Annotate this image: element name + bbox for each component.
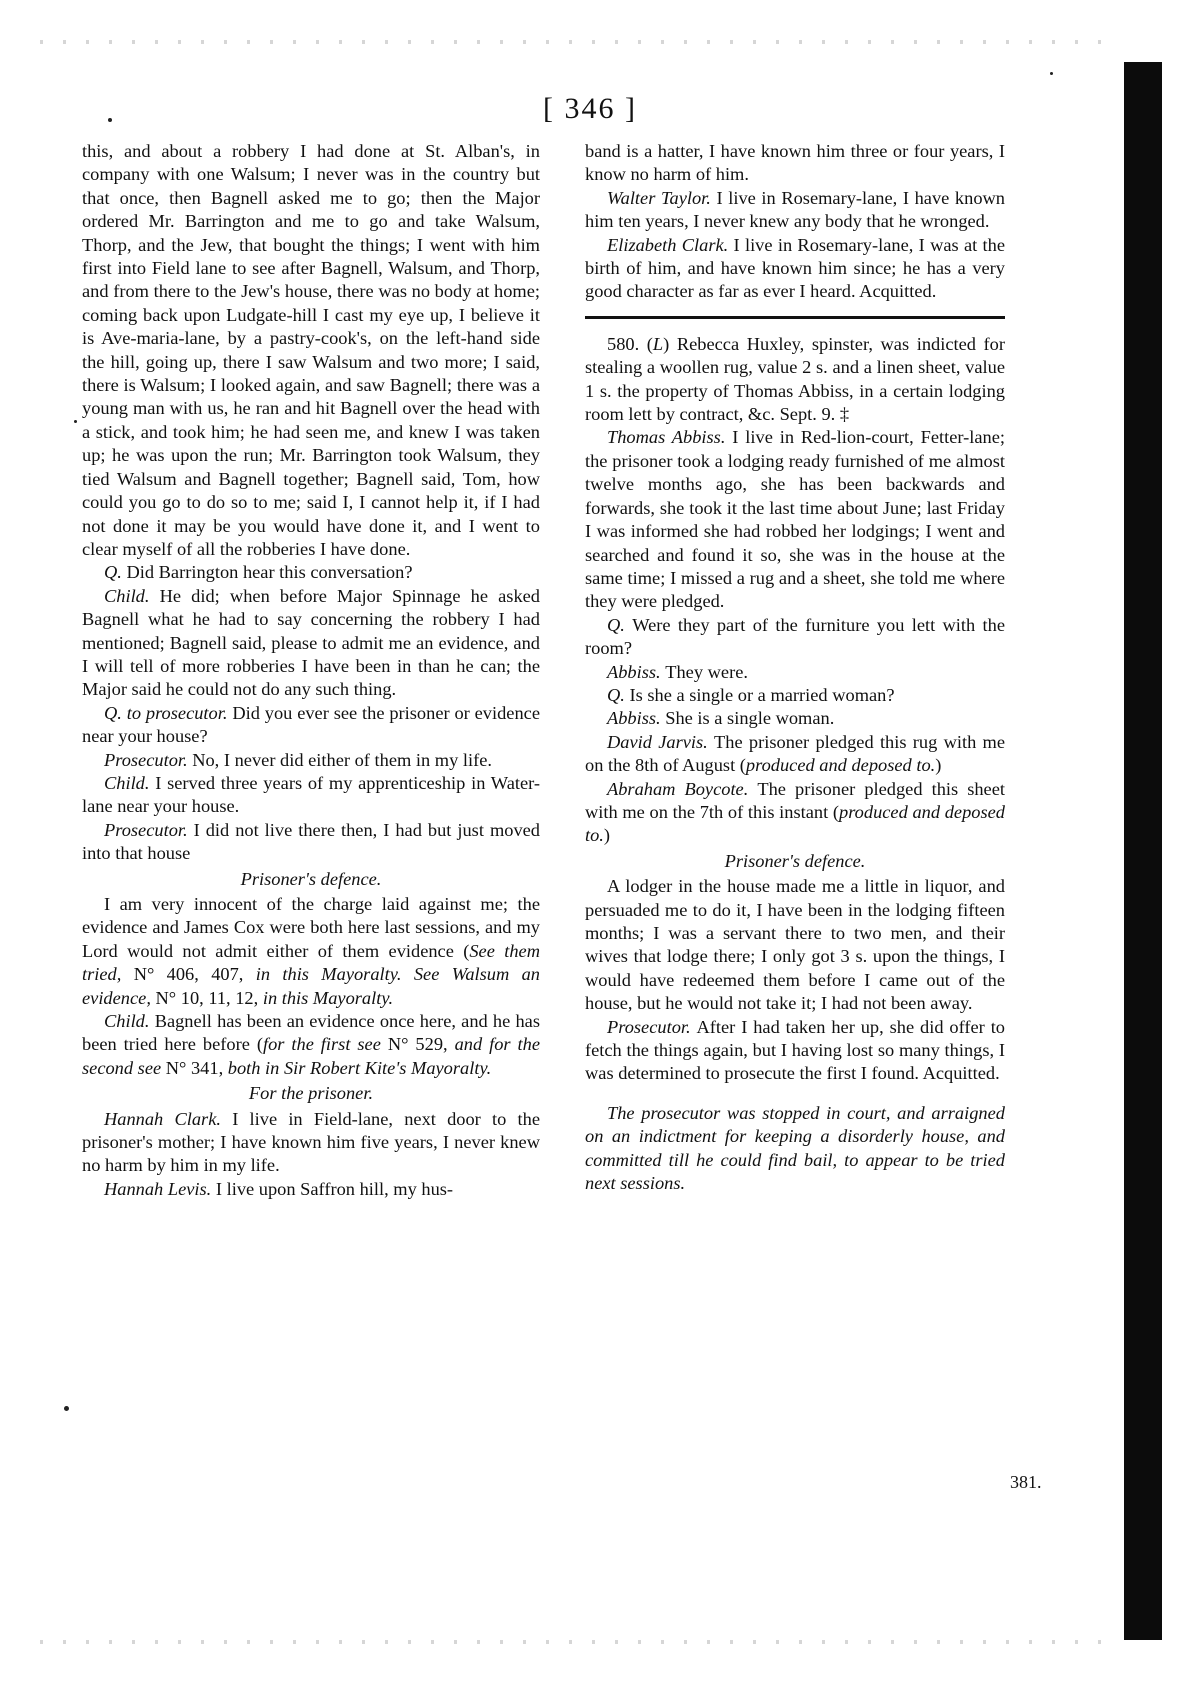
text-paragraph — [82, 140, 540, 561]
scan-speck — [108, 118, 112, 122]
right-column — [585, 140, 1005, 1195]
text-paragraph — [585, 684, 1005, 707]
left-column — [82, 140, 540, 1201]
body-text: Did you ever see the prisoner or evidence near your house? — [82, 702, 540, 747]
body-text: N° 529, — [387, 1034, 455, 1055]
right-column-top — [585, 140, 1005, 304]
italic-text: Hannah Levis. — [104, 1178, 216, 1199]
body-text: N° 10, 11, 12, — [155, 987, 263, 1008]
section-heading: For the prisoner. — [248, 1083, 374, 1104]
italic-text: Walter Taylor. — [607, 187, 717, 208]
text-paragraph — [585, 234, 1005, 304]
body-text: I am very innocent of the charge laid against me; the evidence and James Cox were both here last sessions, and my Lord would not admit either of them evidence ( — [82, 894, 540, 961]
body-text: I live in Rosemary-lane, I was at the birth of him, and have known him since; he has a very good character as far as ever I heard. Acquitted. — [585, 234, 1005, 302]
text-paragraph — [585, 1016, 1005, 1086]
text-paragraph — [82, 585, 540, 702]
text-paragraph — [585, 661, 1005, 684]
italic-text: Prosecutor. — [104, 819, 194, 840]
body-text: ) — [603, 825, 611, 846]
text-paragraph — [585, 426, 1005, 613]
signature-mark: 381. — [1010, 1472, 1042, 1492]
italic-text: Q. to prosecutor. — [104, 702, 233, 723]
text-paragraph — [82, 772, 540, 819]
body-text: N° 406, 407, — [133, 964, 256, 985]
text-paragraph — [82, 1178, 540, 1201]
body-text: Is she a single or a married woman? — [629, 684, 895, 705]
scan-speck — [74, 420, 77, 423]
italic-text: Thomas Abbiss. — [607, 427, 733, 448]
section-heading: Prisoner's defence. — [724, 850, 866, 871]
italic-text: Child. — [104, 772, 156, 793]
scan-speck — [1050, 72, 1053, 75]
text-paragraph — [585, 140, 1005, 187]
body-text: She is a single woman. — [665, 708, 835, 729]
body-text: ) Rebecca Huxley, spinster, was indicted for stealing a woollen rug, value 2 s. and a linen sheet, value 1 s. the property of Thomas Abbiss, in a certain lodging room lett by contract, &c. Sept. 9. ‡ — [585, 333, 1005, 425]
italic-text: Abraham Boycote. — [607, 778, 758, 799]
body-text: 580. ( — [607, 333, 653, 354]
body-text: Did Barrington hear this conversation? — [126, 562, 413, 583]
italic-text: Abbiss. — [607, 708, 666, 729]
editorial-note: The prosecutor was stopped in court, and arraigned on an indictment for keeping a disorderly house, and committed till he could find bail, to appear to be tried next sessions. — [585, 1102, 1005, 1194]
section-heading: Prisoner's defence. — [240, 868, 382, 889]
body-text: band is a hatter, I have known him three or four years, I know no harm of him. — [585, 141, 1005, 185]
body-text: After I had taken her up, she did offer to fetch the things again, but I having lost so many things, I was determined to prosecute the first I found. Acquitted. — [585, 1016, 1006, 1084]
body-text: this, and about a robbery I had done at St. Alban's, in company with one Walsum; I never was in the country but that once, then Bagnell asked me to go; then the Major ordered Mr. Barrington and me to go and take Walsum, Thorp, and the Jew, that bought the things; I went with him first into Field lane to see after Bagnell, Walsum, and Thorp, and from there to the Jew's house, there was no body at home; coming back upon Ludgate-hill I cast my eye up, I believe it is Ave-maria-lane, by a pastry-cook's, on the left-hand side the hill, going up, there I saw Walsum and two more; I said, there is Walsum; I looked again, and saw Bagnell; there was a young man with us, he ran and hit Bagnell over the head with a stick, and took him; he had seen me, and knew I was taken up; he was upon the run; Mr. Barrington took Walsum, they tied Walsum and Bagnell together; Bagnell said, Tom, how could you go to do so to me; said I, I cannot help it, if I had not done it may be you would have done it, and I went to clear myself of all the robberies I have done. — [82, 141, 540, 559]
section-divider-rule — [585, 316, 1005, 319]
text-paragraph — [82, 819, 540, 866]
text-paragraph — [585, 707, 1005, 730]
body-text: Were they part of the furniture you lett with the room? — [585, 614, 1005, 659]
text-paragraph — [585, 187, 1005, 234]
italic-text: Elizabeth Clark. — [607, 234, 734, 255]
italic-text: produced and deposed to. — [585, 801, 1005, 846]
italic-text: both in Sir Robert Kite's Mayoralty. — [227, 1057, 492, 1078]
italic-text: Child. — [104, 1011, 155, 1032]
scan-speck — [64, 1406, 69, 1411]
italic-text: Q. — [607, 684, 630, 705]
italic-text: in this Mayoralty. — [262, 987, 394, 1008]
text-paragraph — [82, 702, 540, 749]
italic-text: in this Mayoralty. See Walsum an evidence, — [82, 964, 541, 1008]
text-paragraph — [82, 893, 540, 1010]
italic-text: Abbiss. — [607, 661, 666, 682]
text-paragraph — [585, 778, 1005, 848]
body-text: ) — [935, 755, 942, 776]
scan-noise-top — [40, 40, 1120, 44]
italic-text: L — [652, 333, 664, 354]
italic-text: David Jarvis. — [607, 731, 715, 752]
right-column-bottom — [585, 333, 1005, 1196]
italic-text: for the first see — [262, 1034, 388, 1055]
body-text: A lodger in the house made me a little in liquor, and persuaded me to do it, I have been in the lodging fifteen months; I was a servant there to two men, and their wives that lodge there; I only got 3 s. upon the things, I would have redeemed them before I came out of the house, but he would not take it; I had not been away. — [585, 876, 1005, 1014]
text-paragraph — [82, 561, 540, 584]
italic-text: Hannah Clark. — [104, 1108, 233, 1129]
body-text: I did not live there then, I had but just moved into that house — [82, 819, 540, 864]
text-paragraph — [585, 875, 1005, 1015]
body-text: I live in Rosemary-lane, I have known him ten years, I never knew any body that he wronged. — [585, 187, 1005, 232]
body-text: I live in Field-lane, next door to the prisoner's mother; I have known him five years, I never knew no harm by him in my life. — [82, 1108, 540, 1176]
text-paragraph — [585, 731, 1005, 778]
body-text: I served three years of my apprenticeship in Water-lane near your house. — [82, 772, 541, 817]
text-paragraph — [585, 614, 1005, 661]
italic-text: Prosecutor. — [607, 1016, 697, 1037]
body-text: I live in Red-lion-court, Fetter-lane; the prisoner took a lodging ready furnished of me almost twelve months ago, she has been backwards and forwards, she took it the last time about June; last Friday I was informed she had robbed her lodgings; I went and searched and found it so, she was in the house at the same time; I missed a rug and a sheet, she told me where they were pledged. — [585, 427, 1006, 612]
body-text: The prisoner pledged this rug with me on the 8th of August ( — [585, 731, 1006, 776]
body-text: They were. — [665, 661, 748, 682]
italic-text: and for the second see — [82, 1034, 540, 1078]
scan-noise-bottom — [40, 1640, 1120, 1644]
italic-text: Q. — [104, 562, 127, 583]
body-text: I live upon Saffron hill, my hus- — [215, 1178, 454, 1199]
page-number: [ 346 ] — [543, 92, 637, 125]
binding-shadow — [1124, 62, 1162, 1640]
text-paragraph — [82, 1010, 540, 1080]
italic-text: Q. — [607, 614, 633, 635]
italic-text: produced and deposed to. — [745, 755, 936, 776]
body-text: The prisoner pledged this sheet with me on the 7th of this instant ( — [585, 778, 1005, 822]
body-text: Bagnell has been an evidence once here, and he has been tried here before ( — [82, 1011, 541, 1055]
body-text: He did; when before Major Spinnage he asked Bagnell what he had to say concerning the robbery I had mentioned; Bagnell said, please to admit me an evidence, and I will tell of more robberies I have been in than he can; the Major said he could not do any such thing. — [82, 585, 540, 700]
italic-text: Child. — [104, 585, 160, 606]
text-paragraph — [82, 749, 540, 772]
text-paragraph — [82, 1108, 540, 1178]
italic-text: Prosecutor. — [104, 749, 193, 770]
body-text: N° 341, — [165, 1057, 228, 1078]
italic-text: See them tried, — [82, 940, 540, 985]
body-text: No, I never did either of them in my life. — [192, 749, 492, 770]
text-paragraph — [585, 333, 1005, 427]
